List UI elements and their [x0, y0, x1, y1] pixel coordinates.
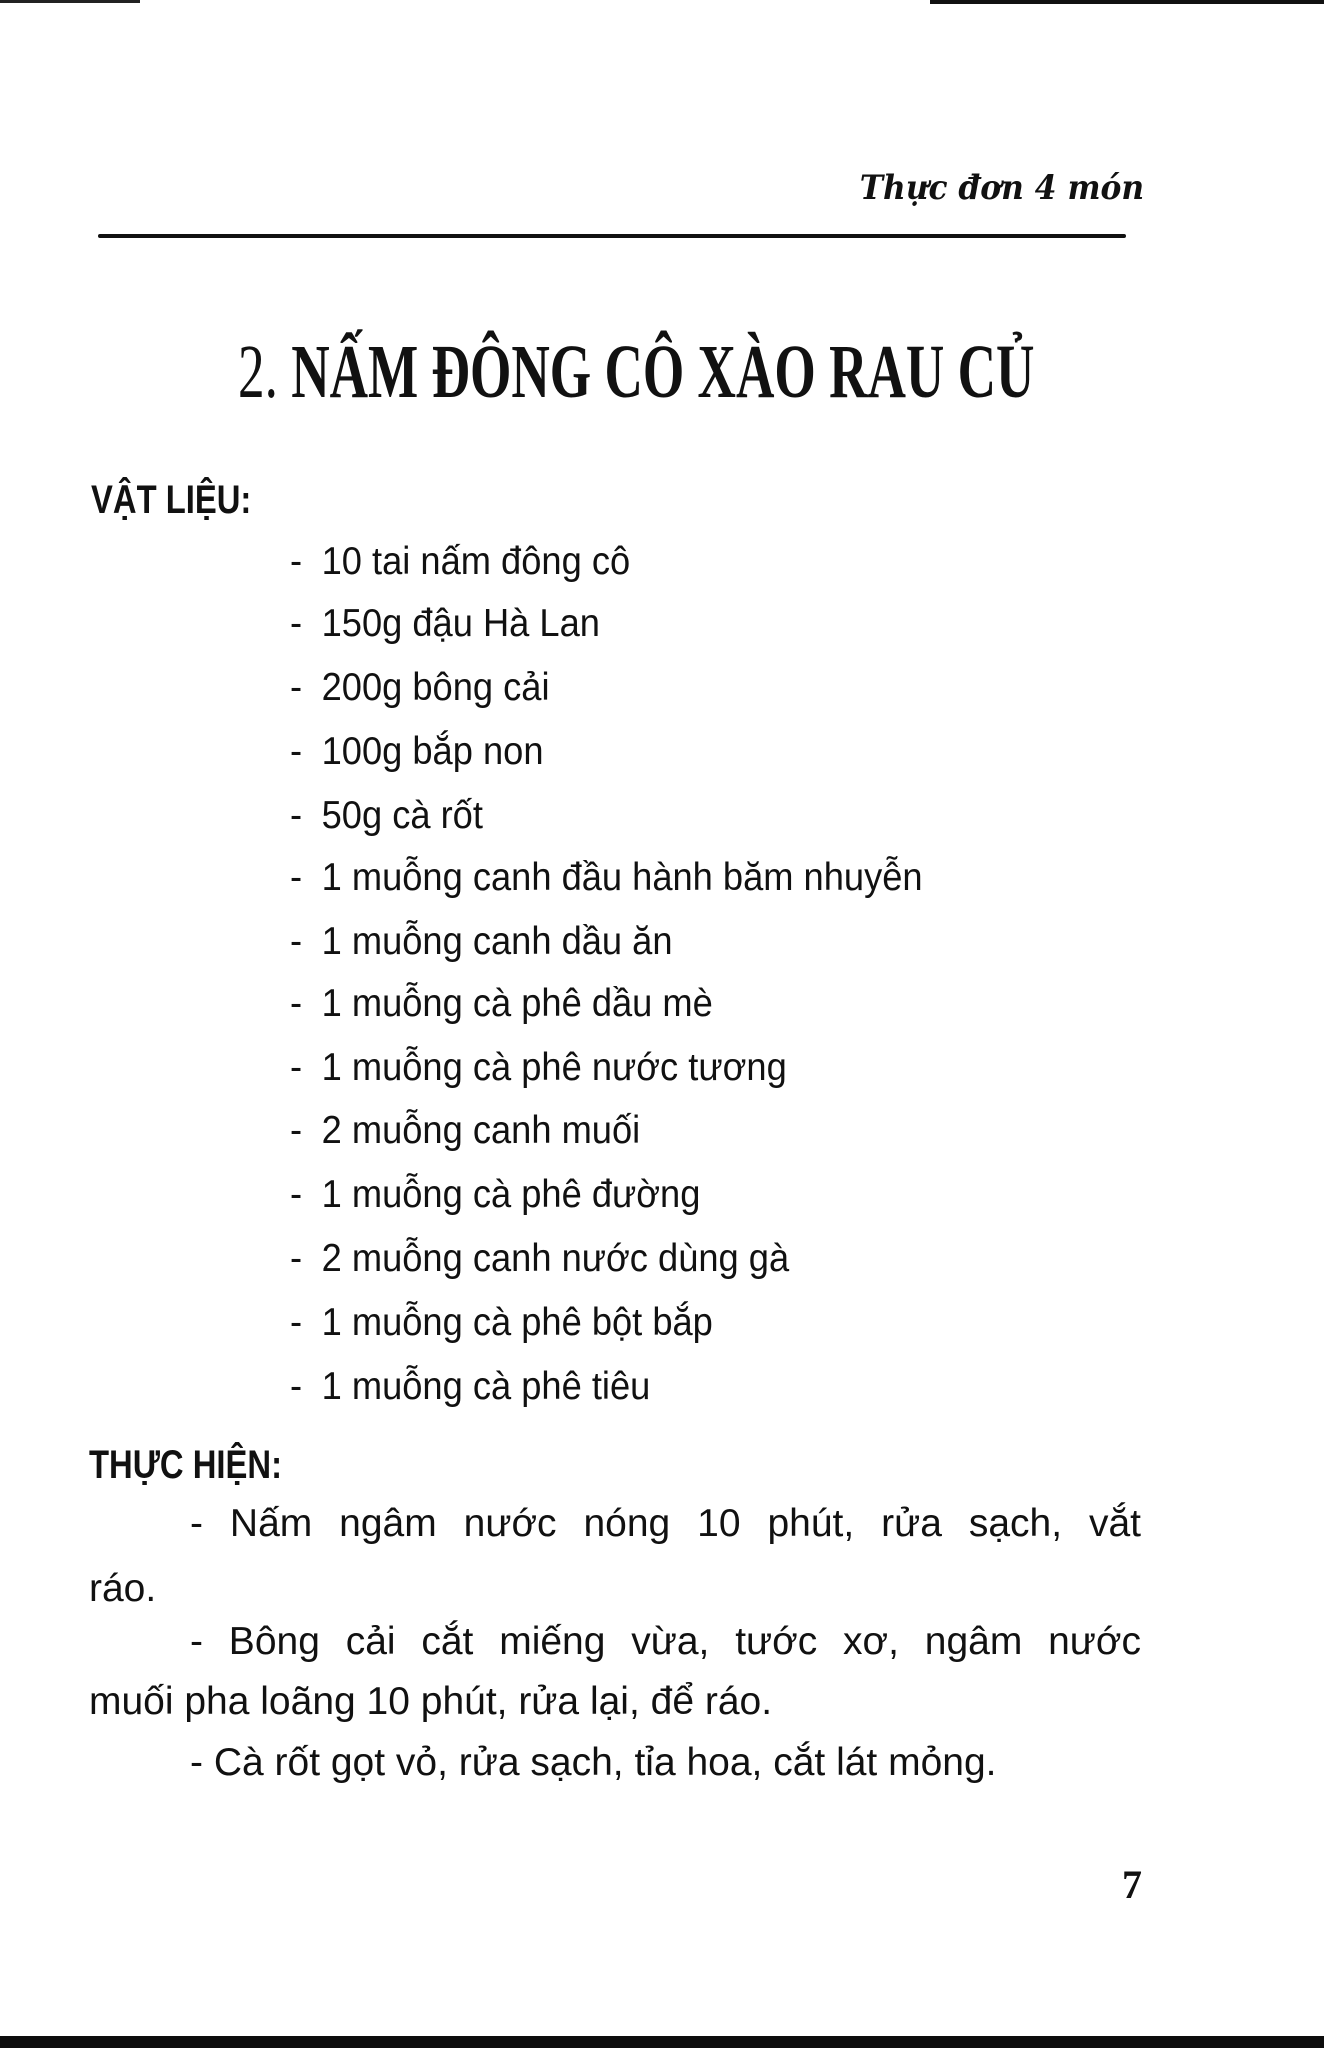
method-line: - Bông cải cắt miếng vừa, tước xơ, ngâm nước	[190, 1620, 1141, 1663]
header-rule	[98, 234, 1126, 238]
bullet-dash: -	[290, 1046, 303, 1089]
ingredient-item: - 50g cà rốt	[290, 794, 483, 837]
ingredient-item: - 150g đậu Hà Lan	[290, 602, 600, 645]
ingredient-item: - 200g bông cải	[290, 666, 550, 709]
ingredient-item: - 1 muỗng canh dầu ăn	[290, 920, 673, 963]
ingredient-item: - 10 tai nấm đông cô	[290, 540, 631, 583]
bullet-dash: -	[290, 794, 303, 837]
bullet-dash: -	[290, 1109, 303, 1152]
ingredient-item: - 100g bắp non	[290, 730, 544, 773]
scan-edge-top-left	[0, 0, 140, 3]
bullet-dash: -	[290, 856, 303, 899]
recipe-number: 2.	[238, 330, 278, 414]
recipe-title-text: NẤM ĐÔNG CÔ XÀO RAU CỦ	[291, 330, 1035, 414]
method-line: - Nấm ngâm nước nóng 10 phút, rửa sạch, vắt	[190, 1502, 1141, 1545]
method-line: ráo.	[89, 1567, 157, 1610]
ingredient-item: - 1 muỗng cà phê bột bắp	[290, 1301, 713, 1344]
method-line: - Cà rốt gọt vỏ, rửa sạch, tỉa hoa, cắt lát mỏng.	[190, 1741, 997, 1784]
ingredient-item: - 2 muỗng canh muối	[290, 1109, 641, 1152]
ingredient-item: - 2 muỗng canh nước dùng gà	[290, 1237, 790, 1280]
bullet-dash: -	[290, 602, 303, 645]
ingredient-item: - 1 muỗng cà phê đường	[290, 1173, 701, 1216]
bullet-dash: -	[290, 1365, 303, 1408]
bullet-dash: -	[290, 540, 303, 583]
bullet-dash: -	[290, 1237, 303, 1280]
ingredient-item: - 1 muỗng cà phê tiêu	[290, 1365, 651, 1408]
running-header: Thực đơn 4 món	[859, 168, 1144, 208]
ingredient-item: - 1 muỗng cà phê dầu mè	[290, 982, 713, 1025]
bullet-dash: -	[290, 1301, 303, 1344]
bullet-dash: -	[290, 920, 303, 963]
bullet-dash: -	[290, 1173, 303, 1216]
scan-edge-top-right	[930, 0, 1324, 4]
ingredient-item: - 1 muỗng cà phê nước tương	[290, 1046, 787, 1089]
method-heading: THỰC HIỆN:	[89, 1443, 283, 1487]
bullet-dash: -	[290, 666, 303, 709]
ingredients-heading: VẬT LIỆU:	[91, 478, 252, 522]
bullet-dash: -	[290, 982, 303, 1025]
scan-edge-bottom	[0, 2036, 1324, 2048]
recipe-title	[238, 330, 1034, 414]
method-line: muối pha loãng 10 phút, rửa lại, để ráo.	[89, 1680, 773, 1723]
ingredient-item: - 1 muỗng canh đầu hành băm nhuyễn	[290, 856, 923, 899]
page-number: 7	[1122, 1862, 1142, 1907]
bullet-dash: -	[290, 730, 303, 773]
